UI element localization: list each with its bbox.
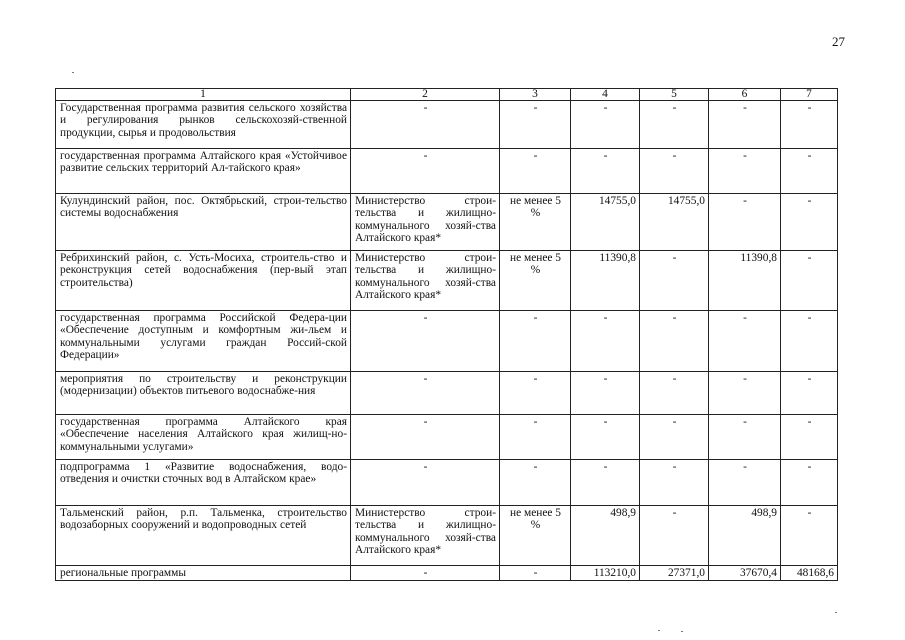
row-name: Ребрихинский район, с. Усть-Мосиха, строитель-ство и реконструкция сетей водоснабжения (пер-вый этап строительства) xyxy=(56,251,351,311)
row-value-5: - xyxy=(640,251,709,311)
row-value-5: 27371,0 xyxy=(640,566,709,581)
row-name: Государственная программа развития сельского хозяйства и регулирования рынков сельскохозяй-ственной продукции, сырья и продовольствия xyxy=(56,101,351,149)
row-name: государственная программа Алтайского края «Устойчивое развитие сельских территорий Ал-тайского края» xyxy=(56,149,351,194)
row-value-6: - xyxy=(709,311,781,372)
row-value-7: - xyxy=(781,149,838,194)
scan-speck xyxy=(72,72,74,73)
scan-speck xyxy=(658,630,660,631)
row-executor: - xyxy=(351,149,500,194)
row-value-7: - xyxy=(781,372,838,415)
row-value-6: 37670,4 xyxy=(709,566,781,581)
row-name: Тальменский район, р.п. Тальменка, строительство водозаборных сооружений и водопроводных сетей xyxy=(56,506,351,566)
table-row xyxy=(56,194,838,251)
row-criterion: - xyxy=(500,149,571,194)
row-value-6: 498,9 xyxy=(709,506,781,566)
row-value-7: - xyxy=(781,251,838,311)
table-row xyxy=(56,506,838,566)
row-value-4: 11390,8 xyxy=(571,251,640,311)
row-name: региональные программы xyxy=(56,566,351,581)
table-row xyxy=(56,311,838,372)
row-value-5: - xyxy=(640,101,709,149)
row-value-6: - xyxy=(709,101,781,149)
table-row xyxy=(56,101,838,149)
row-executor: - xyxy=(351,415,500,460)
column-header: 7 xyxy=(781,89,838,101)
column-header: 2 xyxy=(351,89,500,101)
scan-speck xyxy=(835,612,837,613)
row-executor: Министерство строи-тельства и жилищно-коммунального хозяй-ства Алтайского края* xyxy=(351,251,500,311)
column-header: 5 xyxy=(640,89,709,101)
row-criterion: - xyxy=(500,311,571,372)
row-value-4: 14755,0 xyxy=(571,194,640,251)
table-row xyxy=(56,149,838,194)
row-value-5: - xyxy=(640,460,709,506)
row-criterion: - xyxy=(500,101,571,149)
row-criterion: не менее 5 % xyxy=(500,506,571,566)
row-name: мероприятия по строительству и реконструкции (модернизации) объектов питьевого водоснабже-ния xyxy=(56,372,351,415)
row-value-4: - xyxy=(571,149,640,194)
row-value-7: - xyxy=(781,194,838,251)
table-row xyxy=(56,251,838,311)
row-value-5: - xyxy=(640,506,709,566)
data-table xyxy=(55,88,838,581)
row-criterion: - xyxy=(500,566,571,581)
column-header: 3 xyxy=(500,89,571,101)
column-header: 6 xyxy=(709,89,781,101)
row-criterion: - xyxy=(500,415,571,460)
row-value-7: - xyxy=(781,311,838,372)
table-row xyxy=(56,460,838,506)
row-criterion: не менее 5 % xyxy=(500,194,571,251)
row-value-4: - xyxy=(571,415,640,460)
row-executor: - xyxy=(351,101,500,149)
row-value-5: - xyxy=(640,311,709,372)
row-value-7: - xyxy=(781,506,838,566)
row-value-4: - xyxy=(571,372,640,415)
scan-speck xyxy=(681,631,683,632)
row-value-6: - xyxy=(709,372,781,415)
row-name: Кулундинский район, пос. Октябрьский, строи-тельство системы водоснабжения xyxy=(56,194,351,251)
row-executor: - xyxy=(351,311,500,372)
row-value-6: - xyxy=(709,194,781,251)
row-value-4: - xyxy=(571,101,640,149)
row-value-7: - xyxy=(781,415,838,460)
row-executor: - xyxy=(351,372,500,415)
row-criterion: не менее 5 % xyxy=(500,251,571,311)
row-executor: Министерство строи-тельства и жилищно-коммунального хозяй-ства Алтайского края* xyxy=(351,506,500,566)
row-value-4: - xyxy=(571,460,640,506)
row-value-6: - xyxy=(709,415,781,460)
row-value-7: - xyxy=(781,101,838,149)
column-header: 1 xyxy=(56,89,351,101)
row-value-4: - xyxy=(571,311,640,372)
row-value-7: 48168,6 xyxy=(781,566,838,581)
row-value-5: - xyxy=(640,415,709,460)
row-executor: - xyxy=(351,460,500,506)
table-header-row xyxy=(56,89,838,101)
column-header: 4 xyxy=(571,89,640,101)
table-row xyxy=(56,372,838,415)
row-value-5: - xyxy=(640,372,709,415)
row-name: подпрограмма 1 «Развитие водоснабжения, водо-отведения и очистки сточных вод в Алтайском крае» xyxy=(56,460,351,506)
row-value-4: 498,9 xyxy=(571,506,640,566)
row-value-6: - xyxy=(709,149,781,194)
row-executor: - xyxy=(351,566,500,581)
page-number: 27 xyxy=(832,34,845,49)
row-criterion: - xyxy=(500,372,571,415)
row-value-6: - xyxy=(709,460,781,506)
row-value-6: 11390,8 xyxy=(709,251,781,311)
row-value-5: - xyxy=(640,149,709,194)
row-executor: Министерство строи-тельства и жилищно-коммунального хозяй-ства Алтайского края* xyxy=(351,194,500,251)
row-value-5: 14755,0 xyxy=(640,194,709,251)
row-criterion: - xyxy=(500,460,571,506)
table-total-row xyxy=(56,566,838,581)
table-row xyxy=(56,415,838,460)
row-name: государственная программа Российской Федера-ции «Обеспечение доступным и комфортным жи-льем и коммунальными услугами граждан Россий-ской Федерации» xyxy=(56,311,351,372)
row-name: государственная программа Алтайского края «Обеспечение населения Алтайского края жилищ-но-коммунальными услугами» xyxy=(56,415,351,460)
row-value-4: 113210,0 xyxy=(571,566,640,581)
row-value-7: - xyxy=(781,460,838,506)
